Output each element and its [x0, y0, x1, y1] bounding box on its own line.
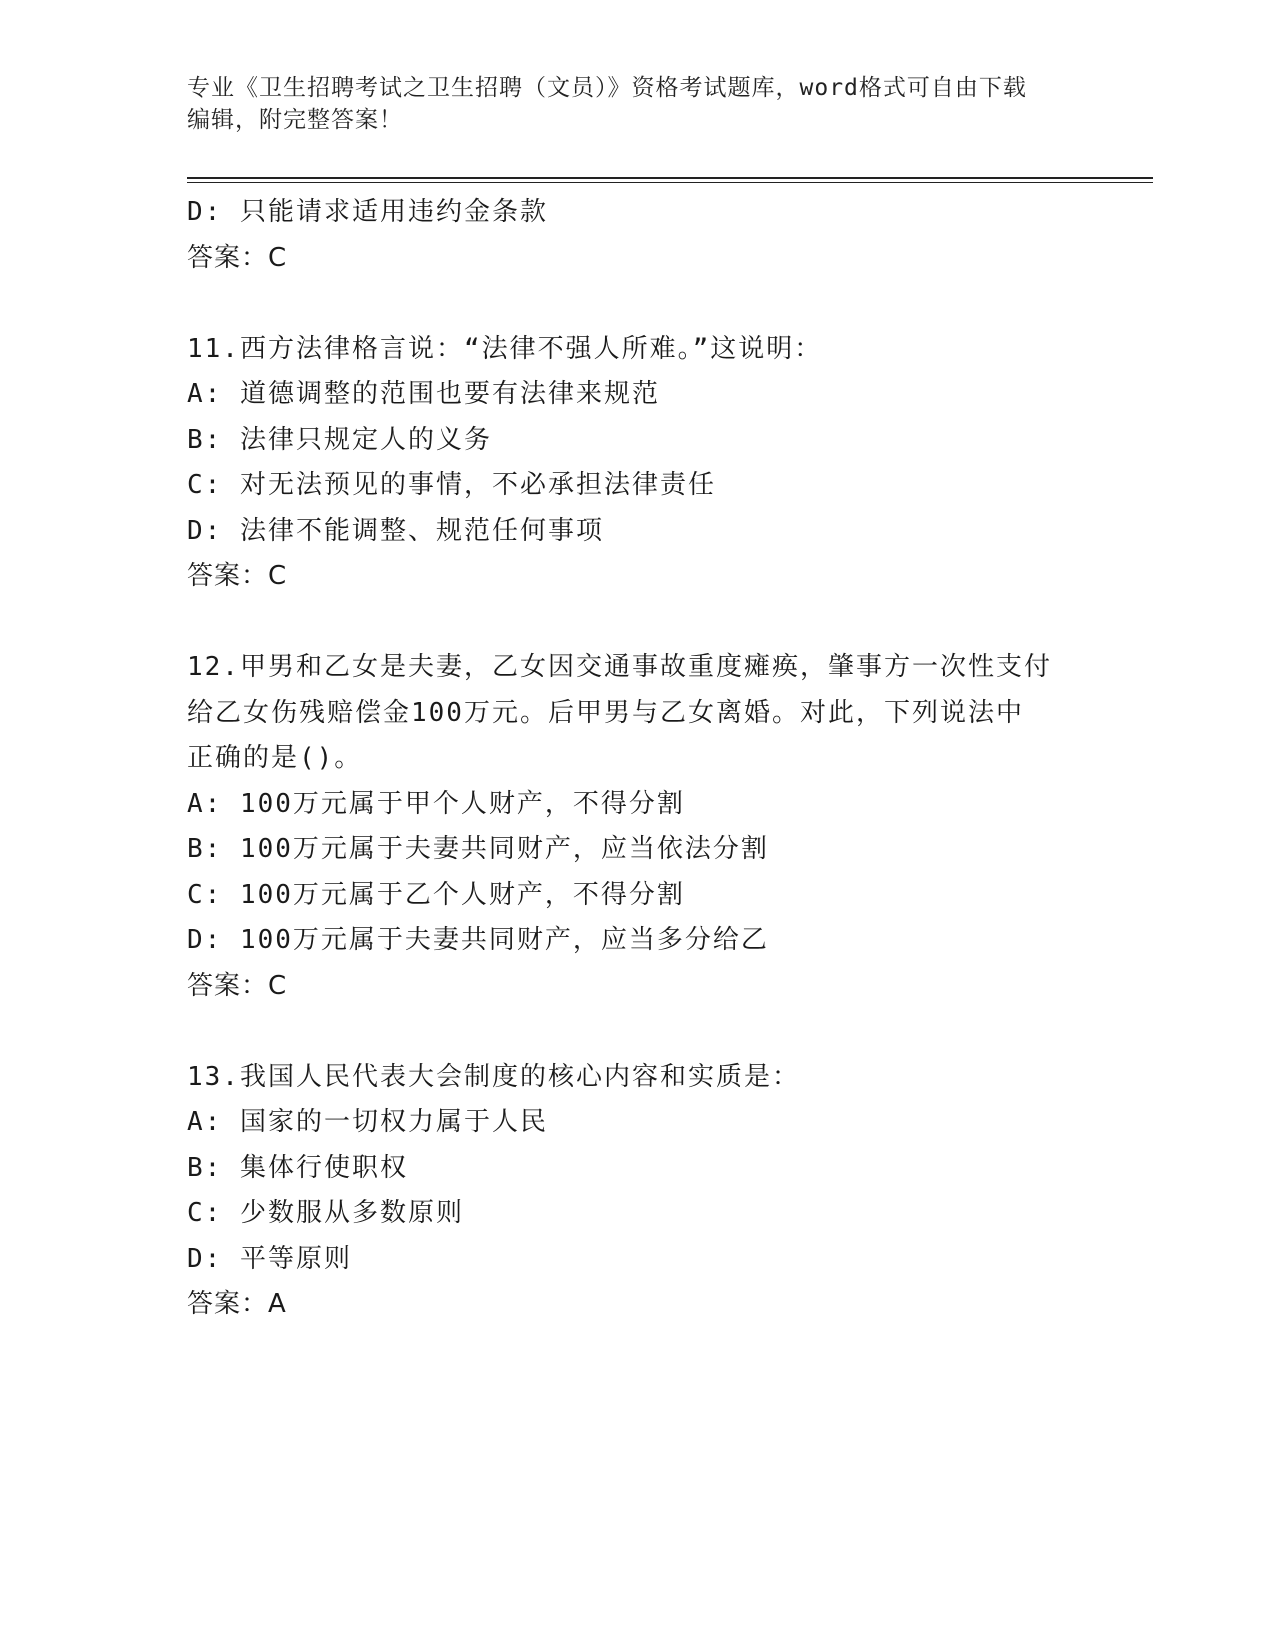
question-11-answer: 答案：C [187, 561, 288, 591]
header-divider-thin [187, 182, 1153, 183]
question-11-option-b: B: 法律只规定人的义务 [187, 424, 492, 455]
question-13-option-d: D: 平等原则 [187, 1243, 352, 1274]
question-12-stem-line-2: 给乙女伤残赔偿金100万元。后甲男与乙女离婚。对此，下列说法中 [187, 697, 1024, 728]
question-12-answer: 答案：C [187, 970, 288, 1001]
question-11-stem: 11.西方法律格言说：“法律不强人所难。”这说明： [187, 333, 823, 364]
question-13-option-b: B: 集体行使职权 [187, 1152, 408, 1183]
header-line-2: 编辑，附完整答案！ [187, 107, 403, 133]
question-13-answer: 答案：A [187, 1289, 287, 1319]
question-12-stem-line-1: 12.甲男和乙女是夫妻，乙女因交通事故重度瘫痪，肇事方一次性支付 [187, 652, 1052, 682]
question-13-stem: 13.我国人民代表大会制度的核心内容和实质是： [187, 1061, 800, 1092]
header-divider [187, 177, 1153, 179]
question-12-option-a: A: 100万元属于甲个人财产，不得分割 [187, 788, 685, 819]
previous-question-option-d: D: 只能请求适用违约金条款 [187, 197, 548, 227]
previous-question-answer: 答案：C [187, 242, 288, 273]
question-12-option-c: C: 100万元属于乙个人财产，不得分割 [187, 879, 685, 910]
question-12-option-b: B: 100万元属于夫妻共同财产，应当依法分割 [187, 834, 769, 864]
question-12-stem-line-3: 正确的是()。 [187, 743, 363, 773]
question-11-option-d: D: 法律不能调整、规范任何事项 [187, 515, 604, 546]
question-13-option-c: C: 少数服从多数原则 [187, 1198, 464, 1228]
question-13-option-a: A: 国家的一切权力属于人民 [187, 1107, 548, 1137]
question-12-option-d: D: 100万元属于夫妻共同财产，应当多分给乙 [187, 925, 769, 955]
spacer [187, 1009, 1087, 1055]
document-header [187, 72, 1087, 136]
spacer [187, 281, 1087, 327]
header-line-1: 专业《卫生招聘考试之卫生招聘（文员）》资格考试题库，word格式可自由下载 [187, 75, 1027, 101]
question-11-option-a: A: 道德调整的范围也要有法律来规范 [187, 379, 660, 409]
question-11-option-c: C: 对无法预见的事情，不必承担法律责任 [187, 470, 716, 500]
question-list [187, 190, 1087, 1328]
spacer [187, 600, 1087, 646]
